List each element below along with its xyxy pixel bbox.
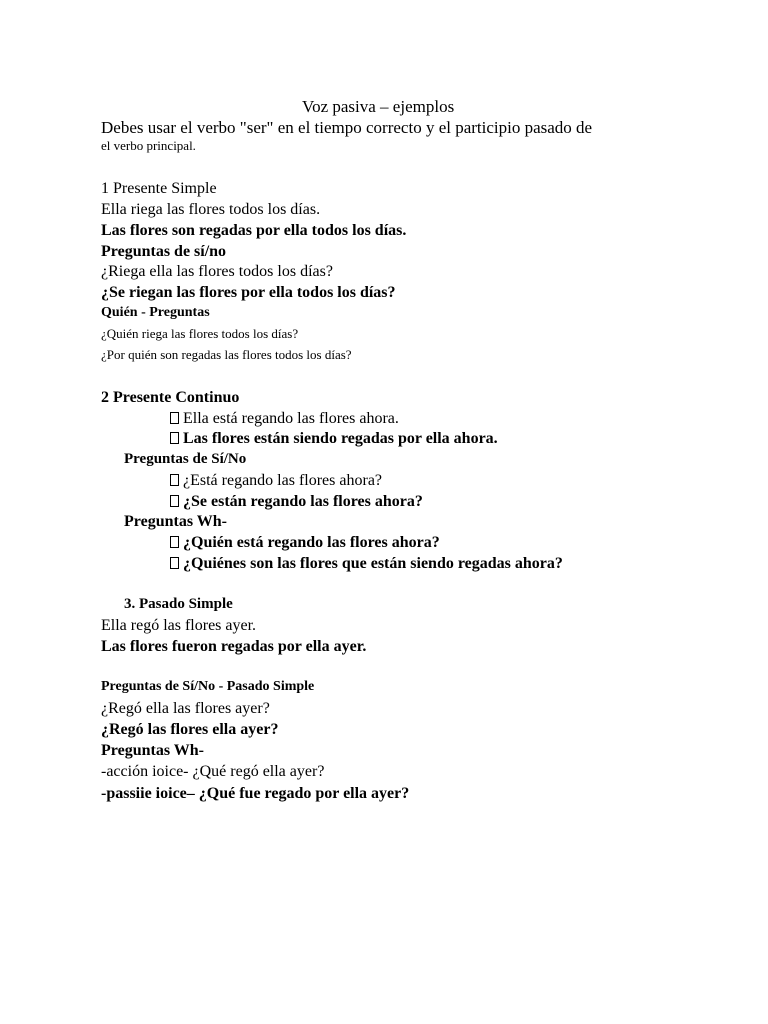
subheading-wh: Preguntas Wh- <box>124 513 227 530</box>
bullet-box-icon <box>170 536 179 548</box>
subheading-si-no-pasado: Preguntas de Sí/No - Pasado Simple <box>101 679 315 694</box>
bullet-text: ¿Está regando las flores ahora? <box>183 472 383 489</box>
example-question-active: ¿Regó ella las flores ayer? <box>101 700 270 717</box>
bullet-box-icon <box>170 495 179 507</box>
subheading-wh: Preguntas Wh- <box>101 742 204 759</box>
bullet-item <box>170 431 498 447</box>
bullet-text: Las flores están siendo regadas por ella ahora. <box>183 430 498 447</box>
intro-text: Debes usar el verbo "ser" en el tiempo correcto y el participio pasado de <box>101 118 593 137</box>
example-question-active: ¿Riega ella las flores todos los días? <box>101 263 333 280</box>
bullet-text: Ella está regando las flores ahora. <box>183 410 399 427</box>
section-heading-presente-simple: 1 Presente Simple <box>101 180 217 197</box>
example-active: Ella regó las flores ayer. <box>101 617 257 634</box>
section-heading-presente-continuo: 2 Presente Continuo <box>101 389 240 406</box>
bullet-text: ¿Quiénes son las flores que están siendo regadas ahora? <box>183 555 563 572</box>
example-question-passive: ¿Regó las flores ella ayer? <box>101 721 279 738</box>
bullet-box-icon <box>170 412 179 424</box>
section-heading-pasado-simple: 3. Pasado Simple <box>124 596 233 612</box>
example-quien-passive: ¿Por quién son regadas las flores todos los días? <box>101 347 352 362</box>
bullet-box-icon <box>170 432 179 444</box>
example-wh-passive: -passiie ioice– ¿Qué fue regado por ella ayer? <box>101 785 410 802</box>
bullet-box-icon <box>170 474 179 486</box>
bullet-item <box>170 556 563 572</box>
example-passive: Las flores fueron regadas por ella ayer. <box>101 638 367 655</box>
bullet-text: ¿Se están regando las flores ahora? <box>183 493 423 510</box>
bullet-box-icon <box>170 557 179 569</box>
subheading-quien: Quién - Preguntas <box>101 305 210 320</box>
bullet-text: ¿Quién está regando las flores ahora? <box>183 534 440 551</box>
bullet-item <box>170 473 382 489</box>
example-passive: Las flores son regadas por ella todos los días. <box>101 222 407 239</box>
document-title: Voz pasiva – ejemplos <box>302 97 455 116</box>
bullet-item <box>170 411 399 427</box>
bullet-item <box>170 535 440 551</box>
example-question-passive: ¿Se riegan las flores por ella todos los días? <box>101 284 396 301</box>
bullet-item <box>170 494 423 510</box>
subheading-yes-no: Preguntas de sí/no <box>101 243 227 260</box>
intro-text-continued: el verbo principal. <box>101 138 196 153</box>
example-active: Ella riega las flores todos los días. <box>101 201 321 218</box>
example-wh-active: -acción ioice- ¿Qué regó ella ayer? <box>101 763 325 780</box>
example-quien-active: ¿Quién riega las flores todos los días? <box>101 326 299 341</box>
subheading-si-no: Preguntas de Sí/No <box>124 451 247 467</box>
